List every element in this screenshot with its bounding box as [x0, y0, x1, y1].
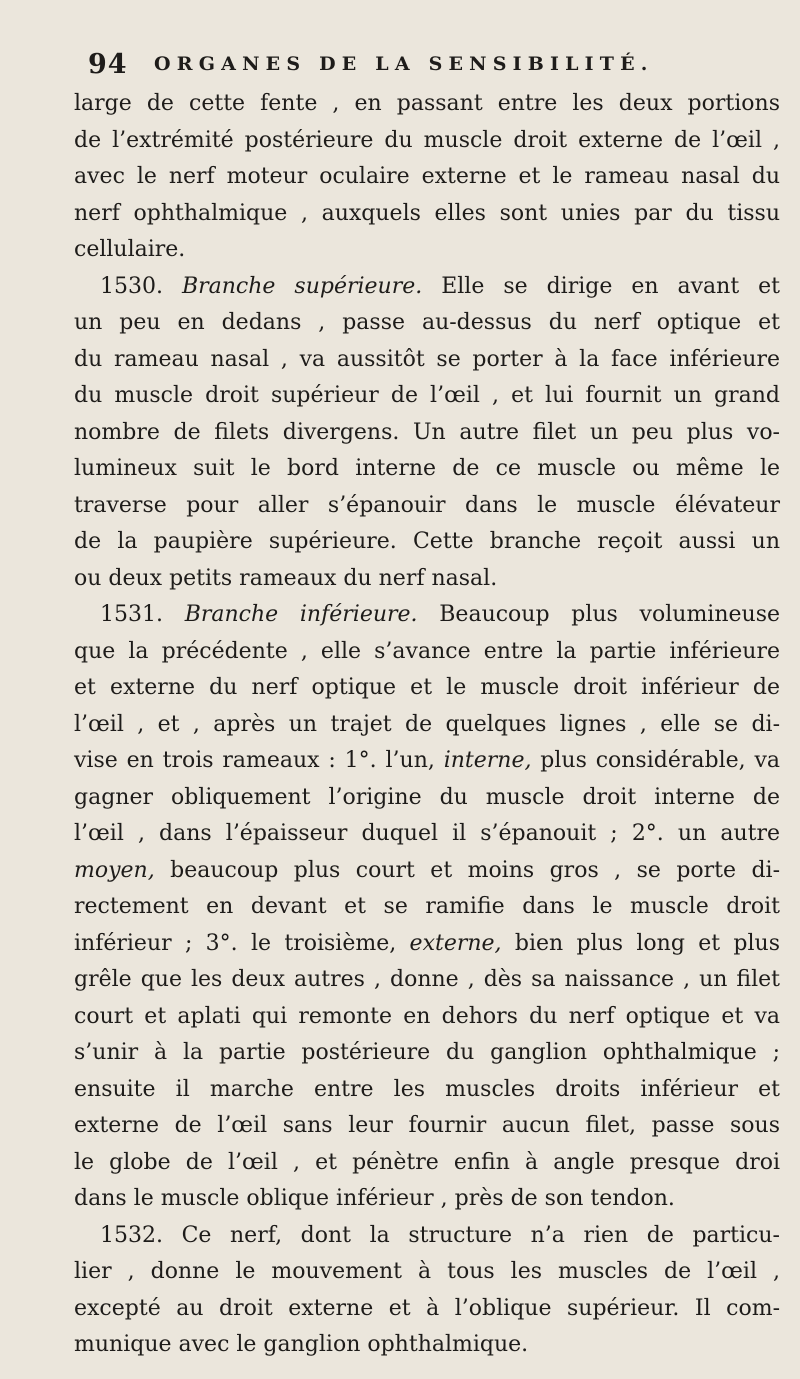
text-run: de l’extrémité postérieure du muscle droit externe de l’œil , [74, 127, 780, 153]
text-run: grêle que les deux autres , donne , dès sa naissance , un filet [74, 967, 780, 992]
text-line [74, 1145, 780, 1182]
text-line [74, 524, 780, 561]
text-line [74, 1327, 780, 1364]
text-line [74, 159, 780, 196]
text-run: excepté au droit externe et à l’oblique supérieur. Il com- [74, 1295, 780, 1321]
text-line [74, 451, 780, 488]
text-line [74, 1291, 780, 1328]
text-line [74, 597, 780, 634]
text-line [74, 378, 780, 415]
text-run: beaucoup plus court et moins gros , se porte di- [154, 857, 780, 883]
text-line [74, 1108, 780, 1145]
text-run: traverse pour aller s’épanouir dans le muscle élévateur [74, 492, 780, 518]
text-line [74, 1035, 780, 1072]
italic-text: interne, [443, 748, 532, 773]
text-line [74, 962, 780, 999]
text-run: Beaucoup plus volumineuse [417, 602, 781, 627]
text-line [74, 853, 780, 890]
text-run: ou deux petits rameaux du nerf nasal. [74, 565, 498, 591]
text-line [74, 743, 780, 780]
text-line [74, 780, 780, 817]
running-title: ORGANES DE LA SENSIBILITÉ. [154, 53, 654, 75]
text-run: l’œil , et , après un trajet de quelques lignes , elle se di- [74, 711, 780, 737]
text-run: l’œil , dans l’épaisseur duquel il s’épanouit ; 2°. un autre [74, 821, 780, 846]
italic-text: moyen, [74, 857, 155, 883]
text-line [74, 1181, 780, 1218]
text-line [74, 123, 780, 160]
paragraph [74, 269, 780, 598]
text-run: et externe du nerf optique et le muscle droit inférieur de [74, 675, 780, 700]
text-line [74, 561, 780, 598]
text-run: dans le muscle oblique inférieur , près de son tendon. [74, 1186, 675, 1211]
text-line [74, 305, 780, 342]
text-run: nombre de filets divergens. Un autre filet un peu plus vo- [74, 419, 780, 445]
text-run: court et aplati qui remonte en dehors du nerf optique et va [74, 1003, 780, 1029]
running-header [88, 49, 768, 79]
text-line [74, 999, 780, 1036]
text-run: rectement en devant et se ramifie dans le muscle droit [74, 894, 780, 919]
text-run: externe de l’œil sans leur fournir aucun filet, passe sous [74, 1113, 780, 1138]
text-run: lier , donne le mouvement à tous les muscles de l’œil , [74, 1259, 780, 1284]
text-line [74, 342, 780, 379]
page-number: 94 [88, 49, 128, 80]
text-run: munique avec le ganglion ophthalmique. [74, 1332, 529, 1357]
text-line [74, 86, 780, 123]
body-text [74, 86, 780, 1364]
text-run: bien plus long et plus [501, 930, 780, 956]
text-line [74, 196, 780, 233]
text-line [74, 889, 780, 926]
text-run: Elle se dirige en avant et [422, 273, 780, 299]
text-run: avec le nerf moteur oculaire externe et le rameau nasal du [74, 164, 780, 189]
text-run: du rameau nasal , va aussitôt se porter à la face inférieure [74, 346, 780, 372]
text-line [74, 670, 780, 707]
text-run: 1530. [100, 273, 182, 299]
text-run: gagner obliquement l’origine du muscle droit interne de [74, 784, 780, 810]
text-run: s’unir à la partie postérieure du ganglion ophthalmique ; [74, 1040, 780, 1065]
text-run: du muscle droit supérieur de l’œil , et lui fournit un grand [74, 383, 780, 408]
text-run: que la précédente , elle s’avance entre la partie inférieure [74, 638, 780, 664]
paragraph [74, 597, 780, 1218]
text-line [74, 634, 780, 671]
text-run: vise en trois rameaux : 1°. l’un, [74, 748, 444, 773]
italic-text: Branche supérieure. [181, 273, 423, 299]
paragraph [74, 1218, 780, 1364]
italic-text: externe, [409, 930, 502, 956]
text-run: 1531. [100, 602, 185, 627]
text-line [74, 707, 780, 744]
text-run: nerf ophthalmique , auxquels elles sont unies par du tissu [74, 200, 780, 226]
text-line [74, 816, 780, 853]
text-run: le globe de l’œil , et pénètre enfin à angle presque droi [74, 1149, 780, 1175]
text-line [74, 232, 780, 269]
text-line [74, 1218, 780, 1255]
text-run: de la paupière supérieure. Cette branche reçoit aussi un [74, 529, 780, 554]
paragraph [74, 86, 780, 269]
text-run: large de cette fente , en passant entre les deux portions [74, 91, 780, 116]
text-run: cellulaire. [74, 237, 186, 262]
text-line [74, 269, 780, 306]
text-run: un peu en dedans , passe au-dessus du nerf optique et [74, 310, 780, 335]
italic-text: Branche inférieure. [184, 602, 418, 627]
text-line [74, 1072, 780, 1109]
text-run: lumineux suit le bord interne de ce muscle ou même le [74, 456, 780, 481]
text-run: ensuite il marche entre les muscles droits inférieur et [74, 1076, 780, 1102]
text-line [74, 1254, 780, 1291]
text-run: plus considérable, va [531, 748, 781, 773]
text-run: 1532. Ce nerf, dont la structure n’a rien de particu- [100, 1222, 780, 1248]
text-line [74, 488, 780, 525]
text-line [74, 926, 780, 963]
text-run: inférieur ; 3°. le troisième, [74, 930, 410, 956]
text-line [74, 415, 780, 452]
